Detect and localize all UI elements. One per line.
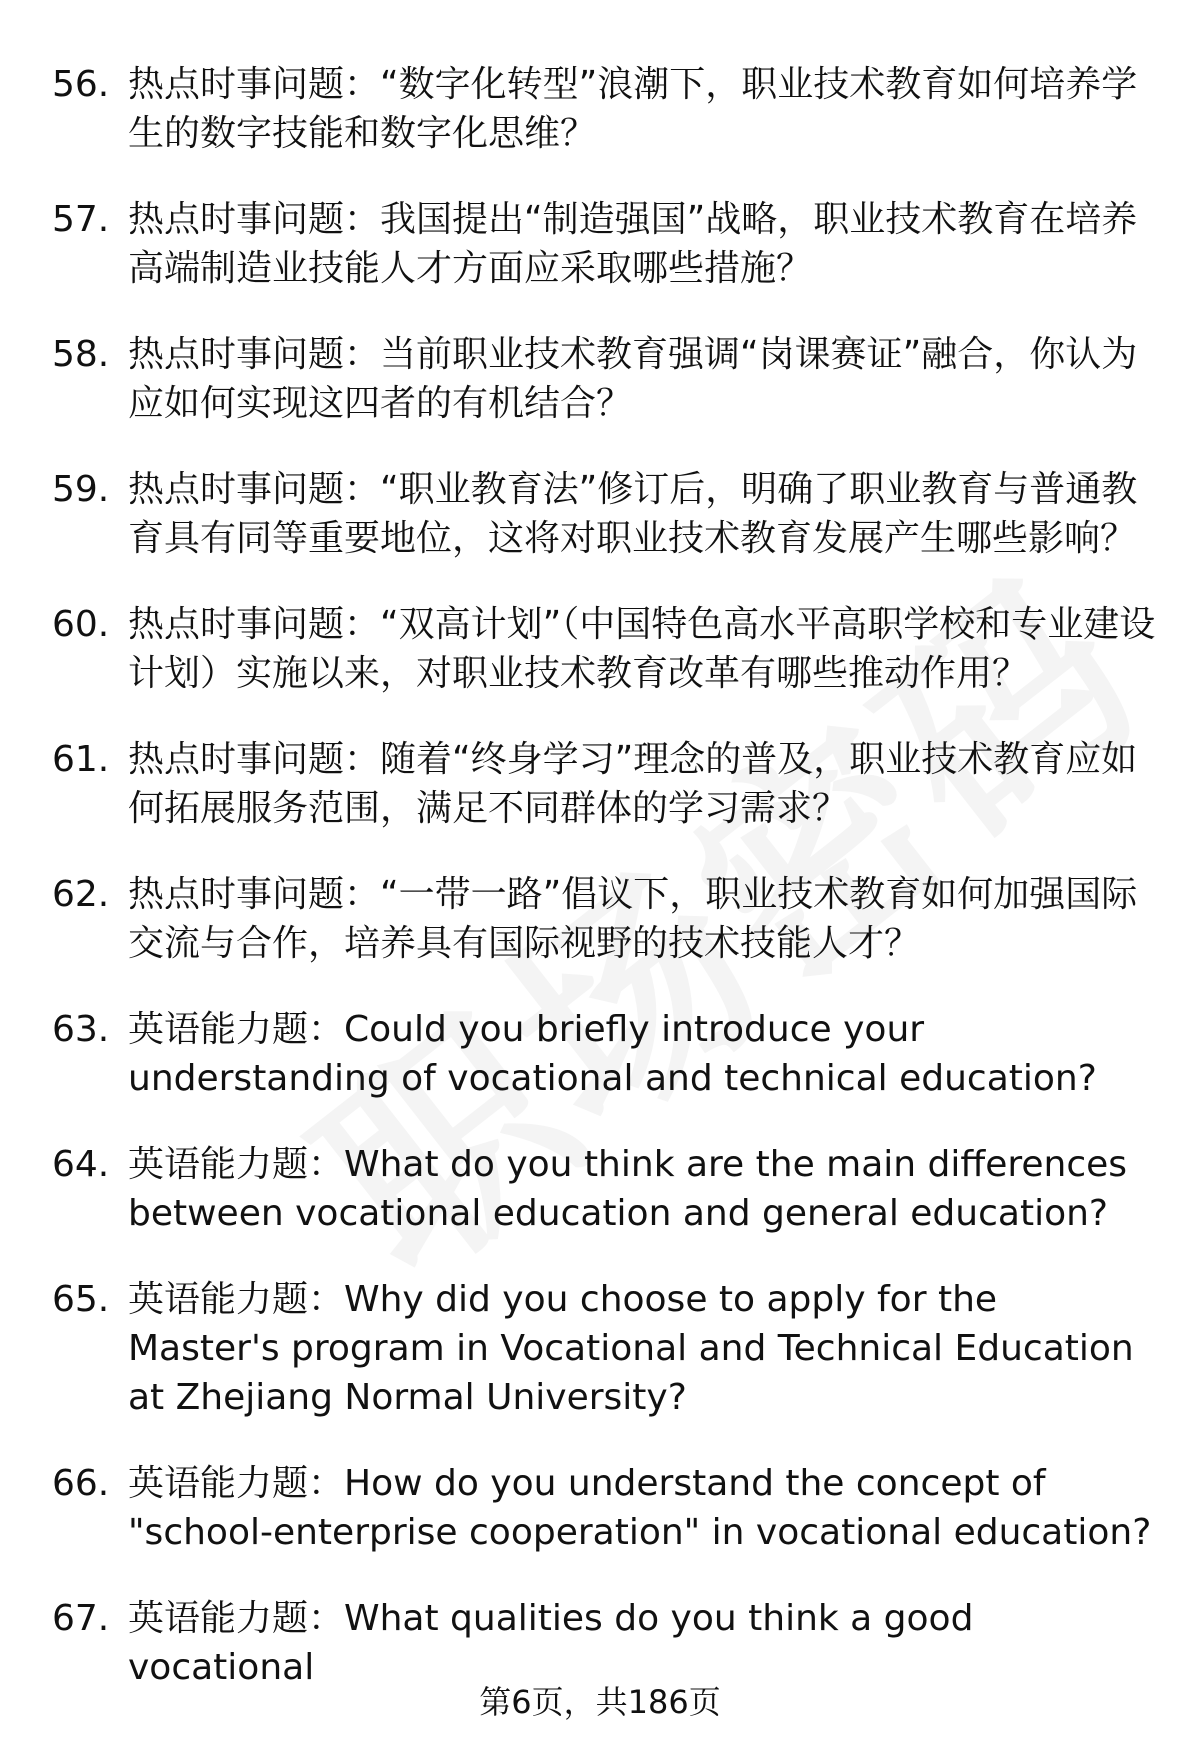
question-number: 66. (52, 1463, 110, 1504)
question-list (0, 60, 1200, 1729)
question-item (0, 1275, 1200, 1422)
question-item (0, 330, 1200, 428)
question-text: 英语能力题：What do you think are the main differences between vocational education and general education? (128, 1144, 1128, 1234)
question-item (0, 1005, 1200, 1103)
question-text: 热点时事问题：“双高计划”（中国特色高水平高职学校和专业建设计划）实施以来，对职业技术教育改革有哪些推动作用？ (128, 604, 1156, 694)
question-item (0, 735, 1200, 833)
page-footer: 第6页，共186页 (479, 1683, 721, 1721)
question-number: 67. (52, 1598, 110, 1639)
question-item (0, 195, 1200, 293)
question-text: 热点时事问题：当前职业技术教育强调“岗课赛证”融合，你认为应如何实现这四者的有机结合？ (128, 334, 1138, 424)
question-text: 英语能力题：Why did you choose to apply for the Master's program in Vocational and Technical Education at Zhejiang Normal University? (128, 1279, 1134, 1418)
question-text: 热点时事问题：“一带一路”倡议下，职业技术教育如何加强国际交流与合作，培养具有国际视野的技术技能人才？ (128, 874, 1138, 964)
question-item (0, 465, 1200, 563)
question-item (0, 1459, 1200, 1557)
question-number: 65. (52, 1279, 110, 1320)
question-item (0, 600, 1200, 698)
question-text: 热点时事问题：“职业教育法”修订后，明确了职业教育与普通教育具有同等重要地位，这将对职业技术教育发展产生哪些影响？ (128, 469, 1138, 559)
question-number: 58. (52, 334, 110, 375)
question-number: 59. (52, 469, 110, 510)
question-item (0, 60, 1200, 158)
question-number: 63. (52, 1009, 110, 1050)
question-number: 62. (52, 874, 110, 915)
question-text: 英语能力题：How do you understand the concept of "school-enterprise cooperation" in vocational education? (128, 1463, 1152, 1553)
question-number: 56. (52, 64, 110, 105)
question-number: 64. (52, 1144, 110, 1185)
question-item (0, 870, 1200, 968)
question-item (0, 1594, 1200, 1692)
question-item (0, 1140, 1200, 1238)
question-text: 热点时事问题：我国提出“制造强国”战略，职业技术教育在培养高端制造业技能人才方面应采取哪些措施？ (128, 199, 1138, 289)
question-text: 英语能力题：Could you briefly introduce your understanding of vocational and technical education? (128, 1009, 1097, 1099)
question-text: 热点时事问题：“数字化转型”浪潮下，职业技术教育如何培养学生的数字技能和数字化思维？ (128, 64, 1138, 154)
question-number: 60. (52, 604, 110, 645)
question-text: 热点时事问题：随着“终身学习”理念的普及，职业技术教育应如何拓展服务范围，满足不同群体的学习需求？ (128, 739, 1138, 829)
question-text: 英语能力题：What qualities do you think a good vocational (128, 1598, 974, 1688)
question-number: 61. (52, 739, 110, 780)
question-number: 57. (52, 199, 110, 240)
